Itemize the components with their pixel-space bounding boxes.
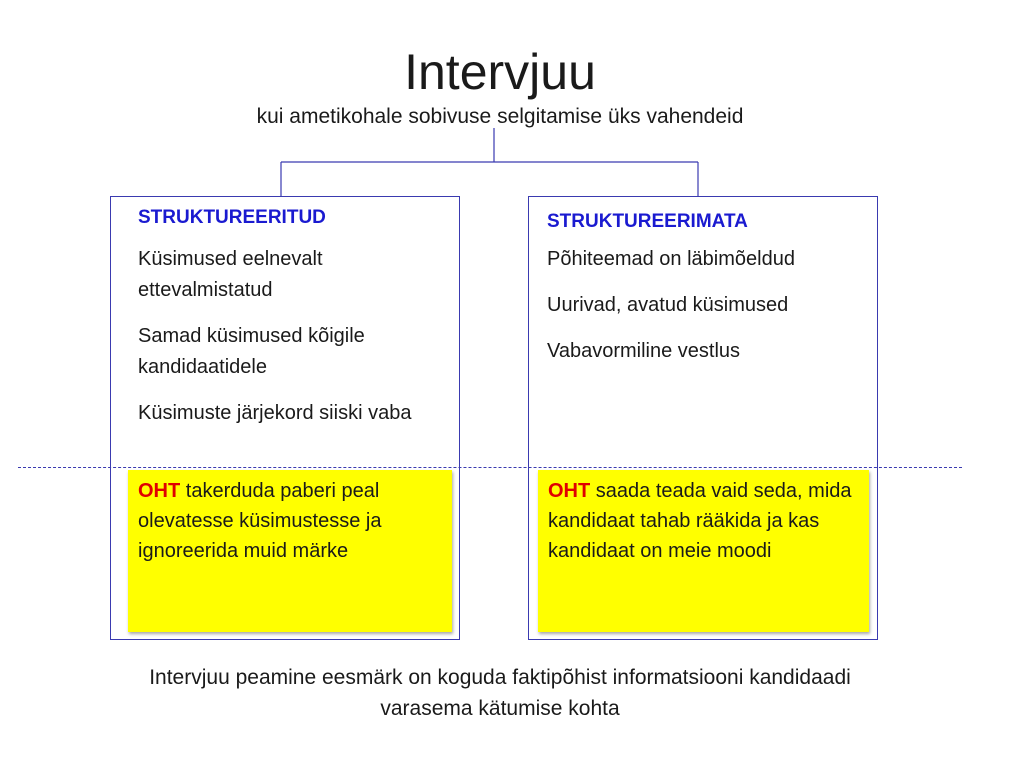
list-item: Vabavormiline vestlus xyxy=(547,340,741,362)
structured-heading: STRUKTUREERITUD xyxy=(138,207,326,228)
danger-text: saada teada vaid seda, mida kandidaat tahab rääkida ja kas kandidaat on meie moodi xyxy=(548,480,852,562)
danger-label: OHT xyxy=(138,480,181,502)
danger-label: OHT xyxy=(548,480,591,502)
page-title: Intervjuu xyxy=(404,44,596,100)
list-item: Küsimuste järjekord siiski vaba xyxy=(138,402,412,424)
unstructured-list xyxy=(547,244,857,382)
footer-line-1: Intervjuu peamine eesmärk on koguda faktipõhist informatsiooni kandidaadi xyxy=(149,666,851,689)
unstructured-heading: STRUKTUREERIMATA xyxy=(547,211,748,232)
dashed-divider xyxy=(18,467,962,468)
list-item: Uurivad, avatud küsimused xyxy=(547,294,789,316)
footer-note xyxy=(0,662,1000,724)
structured-list xyxy=(138,244,438,444)
list-item: Küsimused eelnevalt ettevalmistatud xyxy=(138,248,323,301)
page-subtitle: kui ametikohale sobivuse selgitamise üks vahendeid xyxy=(256,105,744,128)
danger-text: takerduda paberi peal olevatesse küsimustesse ja ignoreerida muid märke xyxy=(138,480,382,562)
footer-line-2: varasema kätumise kohta xyxy=(380,697,620,720)
unstructured-danger-note xyxy=(538,470,869,632)
structured-danger-note xyxy=(128,470,452,632)
list-item: Samad küsimused kõigile kandidaatidele xyxy=(138,325,365,378)
list-item: Põhiteemad on läbimõeldud xyxy=(547,248,795,270)
tree-connector xyxy=(0,0,1024,200)
